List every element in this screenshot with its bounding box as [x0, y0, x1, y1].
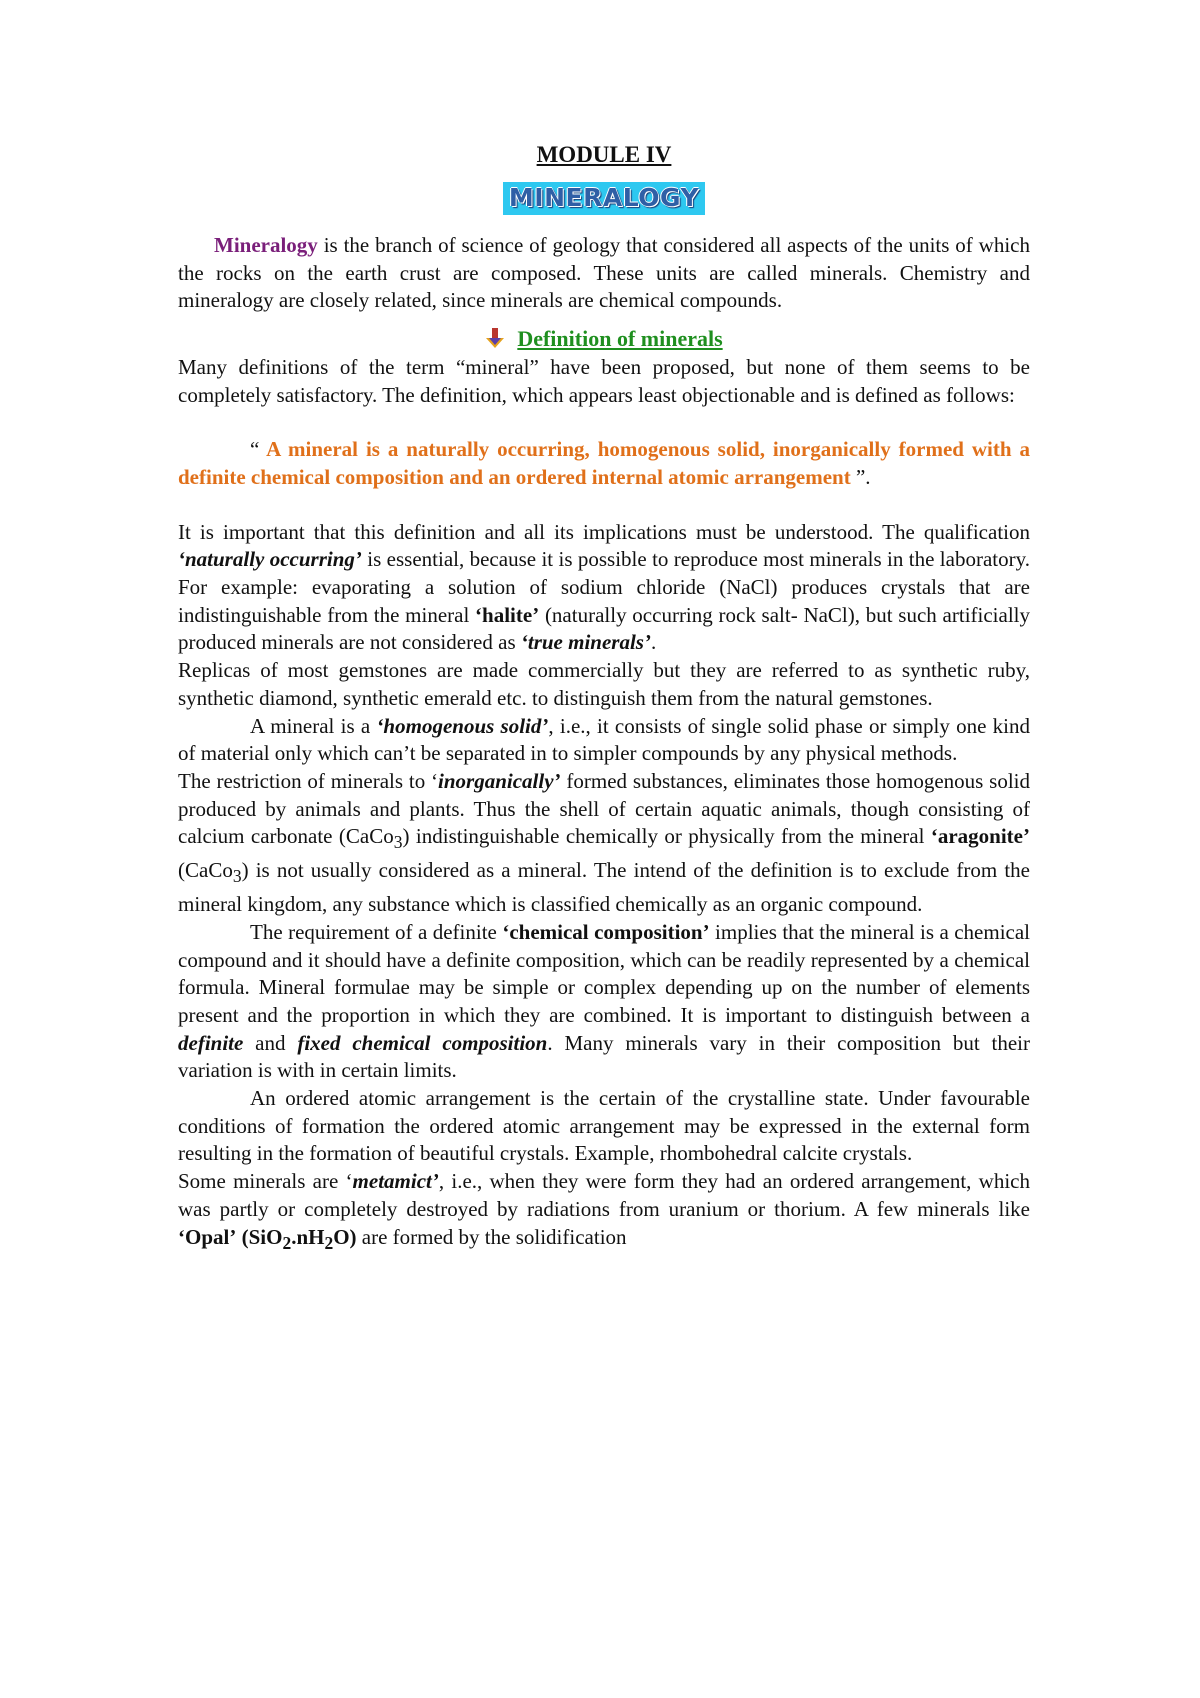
quote-open: “ — [250, 437, 260, 462]
text: and — [243, 1030, 298, 1055]
definition-heading — [178, 325, 1030, 354]
term-halite: ‘halite’ — [475, 602, 540, 627]
paragraph-atomic-arrangement: An ordered atomic arrangement is the certain of the crystalline state. Under favourable conditions of formation the ordered atomic arrangement may be expressed in the external form resulting in the formation of beautiful crystals. Example, rhombohedral calcite crystals. — [178, 1086, 1030, 1166]
quote-text: A mineral is a naturally occurring, homogenous solid, inorganically formed with a definite chemical composition and an ordered internal atomic arrangement — [178, 437, 1030, 489]
document-body — [178, 140, 1030, 1257]
term-metamict: metamict’ — [352, 1169, 439, 1194]
mineralogy-banner: MINERALOGY — [503, 182, 705, 215]
intro-term: Mineralogy — [214, 233, 318, 257]
term-opal: ‘Opal’ — [178, 1224, 237, 1249]
paragraph-metamict — [178, 1168, 1030, 1257]
text: (CaCo — [178, 858, 233, 883]
term-aragonite: ‘aragonite’ — [930, 824, 1030, 849]
module-title: MODULE IV — [536, 142, 672, 167]
paragraph-inorganically — [178, 768, 1030, 919]
text: Some minerals are ‘ — [178, 1169, 353, 1194]
text: . Many minerals vary in their composition but their variation is with in certain limits. — [178, 1030, 1031, 1083]
text: implies that the mineral is a chemical compound and it should have a definite composition, which can be readily represented by a chemical formula. Mineral formulae may be simple or complex depending up on the number of elements present and the proportion in which they are combined. It is important to distinguish between a — [178, 919, 1031, 1027]
text: (naturally occurring rock salt- NaCl), but such artificially produced minerals are not considered as — [178, 602, 1030, 655]
text: It is important that this definition and all its implications must be understood. The qualification — [178, 519, 1030, 544]
intro-paragraph — [178, 232, 1030, 315]
term-true-minerals: ‘true minerals’ — [520, 630, 651, 655]
quote-close: ”. — [855, 464, 871, 489]
text: ) is not usually considered as a mineral. The intend of the definition is to exclude from the mineral kingdom, any substance which is classified chemically as an organic compound. — [178, 858, 1030, 917]
text: , i.e., when they were form they had an ordered arrangement, which was partly or completely destroyed by radiations from uranium or thorium. A few minerals like — [178, 1169, 1030, 1221]
term-fixed-chemical-composition: fixed chemical composition — [297, 1030, 548, 1055]
paragraph-replicas: Replicas of most gemstones are made commercially but they are referred to as synthetic ruby, synthetic diamond, synthetic emerald etc. to distinguish them from the natural gemstones. — [178, 658, 1030, 710]
formula-part: (SiO — [241, 1224, 283, 1249]
text: formed substances, eliminates those homogenous solid produced by animals and plants. Thus the shell of certain aquatic animals, though consisting of calcium carbonate (CaCo — [178, 768, 1030, 849]
intro-text: is the branch of science of geology that considered all aspects of the units of which the rocks on the earth crust are composed. These units are called minerals. Chemistry and mineralogy are closely related, since minerals are chemical compounds. — [178, 233, 1030, 313]
subscript: 3 — [393, 832, 403, 853]
definition-heading-text: Definition of minerals — [517, 326, 723, 352]
spacer — [178, 492, 1030, 519]
banner-wrapper — [178, 182, 1030, 224]
text: , i.e., it consists of single solid phase or simply one kind of material only which can’t be separated in to simpler compounds by any physical methods. — [178, 713, 1030, 766]
term-inorganically: inorganically’ — [438, 768, 561, 793]
opal-formula — [241, 1224, 357, 1253]
text: . — [650, 630, 657, 655]
definition-quote — [178, 436, 1030, 491]
text: ) indistinguishable chemically or physically from the mineral — [402, 824, 931, 849]
subscript: 3 — [232, 866, 242, 887]
term-homogenous-solid: ‘homogenous solid’ — [376, 713, 549, 738]
down-arrow-bullet-icon — [485, 328, 505, 348]
term-naturally-occurring: ‘naturally occurring’ — [178, 547, 362, 572]
text: is essential, because it is possible to reproduce most minerals in the laboratory. For example: evaporating a solution of sodium chloride (NaCl) produces crystals that are indistinguishable from the mineral — [178, 547, 1030, 627]
text: are formed by the solidification — [356, 1224, 627, 1249]
text: The restriction of minerals to ‘ — [178, 768, 439, 793]
definition-intro: Many definitions of the term “mineral” have been proposed, but none of them seems to be completely satisfactory. The definition, which appears least objectionable and is defined as follows: — [178, 354, 1030, 407]
formula-part: .nH — [291, 1224, 325, 1249]
subscript: 2 — [324, 1232, 334, 1253]
formula-part: O) — [333, 1224, 357, 1249]
term-chemical-composition: ‘chemical composition’ — [502, 919, 710, 944]
term-definite: definite — [178, 1030, 244, 1055]
text: The requirement of a definite — [250, 919, 503, 944]
text: A mineral is a — [250, 713, 377, 738]
paragraph-homogenous-solid — [178, 713, 1030, 768]
paragraph-naturally-occurring — [178, 519, 1030, 658]
paragraph-chemical-composition — [178, 919, 1030, 1085]
spacer — [178, 409, 1030, 436]
subscript: 2 — [282, 1232, 292, 1253]
